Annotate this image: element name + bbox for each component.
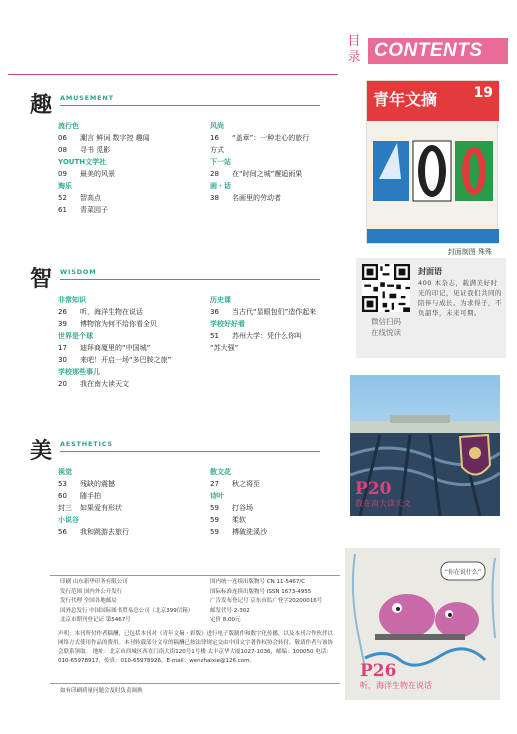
cover-note-title: 封面语 <box>418 267 442 276</box>
cover-masthead <box>367 81 499 121</box>
toc-category: YOUTH文学社 <box>58 158 107 166</box>
publishing-line: 印刷 山东新华印务有限公司 <box>60 579 128 585</box>
toc-entry[interactable] <box>210 330 316 342</box>
toc-title: 当古代“显眼包们”造作起来 <box>232 308 317 316</box>
toc-page-number: 60 <box>58 492 67 500</box>
toc-page-number: 53 <box>58 480 67 488</box>
publishing-info-right <box>210 578 322 626</box>
toc-category: 学校好好看 <box>210 320 245 328</box>
illus-page-number: P26 <box>360 661 397 681</box>
toc-title: 我和跳游去旅行 <box>80 528 129 536</box>
publishing-line: 国外总发行 中国国际图书贸易总公司（北京399信箱） <box>60 607 194 614</box>
toc-column-right <box>210 294 316 354</box>
toc-entry[interactable] <box>210 502 267 514</box>
toc-category: 风尚 <box>210 122 224 130</box>
toc-category: 诗叶 <box>210 492 224 500</box>
publishing-line: 北京市期刊登记证 第5467号 <box>60 617 131 623</box>
toc-title: 搏破洗溪沙 <box>232 528 267 536</box>
toc-title: 打谷场 <box>232 504 253 512</box>
section-english-title: AESTHETICS <box>60 440 113 448</box>
toc-page-number: 06 <box>58 134 67 142</box>
publishing-info <box>50 575 340 623</box>
toc-entry[interactable] <box>58 490 129 502</box>
section-rule <box>60 451 320 452</box>
toc-entry[interactable] <box>210 168 309 180</box>
section-char: 趣 <box>30 92 53 118</box>
toc-title: “盖章”：一种走心的旅行 <box>232 134 310 142</box>
toc-entry[interactable] <box>58 144 150 156</box>
toc-title: 听，海洋生物在说话 <box>80 308 143 316</box>
publishing-info-left <box>60 578 193 626</box>
toc-title: 迪拜商厦里的“中国城” <box>80 344 151 352</box>
toc-title-continued: “苏大强” <box>210 344 239 352</box>
quality-notice: 如有印刷质量问题会及时负责调换 <box>60 688 143 694</box>
cover-footer-bar <box>367 229 499 243</box>
toc-column-left <box>58 466 129 538</box>
toc-entry[interactable] <box>210 526 267 538</box>
photo-title: 我在南大读天文 <box>355 499 411 508</box>
toc-title: 秋之将至 <box>232 480 260 488</box>
speech-bubble-text: “你在说什么” <box>444 569 482 576</box>
copyright-declaration: 声明：本刊所付作者稿酬，已包括本刊对《青年文摘・彩版》进行电子版制作和数字化传播，以及本刊合作伙伴以网络方式使用作品的费用。本刊转载部分文章的稿酬已按法律规定交由中国文字著作权协会转付，敬请作者与该协会联系领取。 地址：北京市西城区西直门南大街120号1号楼 太丰京华大厦1027-1036，邮编：100050 电话：010-65978917，传真：010-65978926，E-mail：wenzhaixie@126.com。 <box>58 631 334 664</box>
qr-code[interactable] <box>362 264 410 312</box>
cover-issue: 19 <box>473 85 493 101</box>
toc-page-number: 20 <box>58 380 67 388</box>
cover-title: 青年文摘 <box>373 90 438 109</box>
toc-page-number: 08 <box>58 146 67 154</box>
toc-title: 青菜园子 <box>80 206 108 214</box>
toc-page-number: 38 <box>210 194 219 202</box>
toc-category: 画・话 <box>210 182 231 190</box>
toc-entry[interactable] <box>58 342 171 354</box>
toc-entry[interactable] <box>58 204 150 216</box>
toc-page-number: 59 <box>210 516 219 524</box>
toc-title: 随手拍 <box>80 492 101 500</box>
toc-title: 苏州大学：凭什么你叫 <box>232 332 302 340</box>
toc-entry[interactable] <box>58 318 171 330</box>
toc-page-number: 26 <box>58 308 67 316</box>
toc-title: 残缺的震撼 <box>80 480 115 488</box>
toc-entry[interactable] <box>58 354 171 366</box>
toc-page-number: 30 <box>58 356 67 364</box>
toc-page-number: 封三 <box>58 504 72 512</box>
toc-page-number: 39 <box>58 320 67 328</box>
header-rule <box>8 74 338 75</box>
section-english-title: AMUSEMENT <box>60 94 114 102</box>
toc-page-number: 36 <box>210 308 219 316</box>
toc-category: 历史课 <box>210 296 231 304</box>
section-char: 智 <box>30 266 53 292</box>
toc-page-number: 56 <box>58 528 67 536</box>
toc-entry[interactable] <box>58 192 150 204</box>
toc-category: 流行色 <box>58 122 79 130</box>
toc-category: 世界是个球 <box>58 332 93 340</box>
photo-page-number: P20 <box>355 479 392 499</box>
toc-page-number: 61 <box>58 206 67 214</box>
toc-title: 智高点 <box>80 194 101 202</box>
contents-header <box>0 34 517 76</box>
photo-caption <box>355 480 411 510</box>
section-rule <box>60 105 320 106</box>
toc-entry[interactable] <box>210 132 309 144</box>
toc-entry[interactable] <box>210 514 267 526</box>
toc-category: 非常知识 <box>58 296 86 304</box>
toc-entry[interactable] <box>58 168 150 180</box>
toc-entry[interactable] <box>58 502 129 514</box>
toc-title: 如果爱有形状 <box>80 504 122 512</box>
illus-title: 听，海洋生物在说话 <box>360 681 432 690</box>
toc-page-number: 09 <box>58 170 67 178</box>
toc-title: 在“时间之城”邂逅雨果 <box>232 170 303 178</box>
publishing-line: 广告发布登记号 京东市监广登字20200016号 <box>210 598 323 604</box>
section-char: 美 <box>30 438 53 464</box>
toc-title: 最美的风景 <box>80 170 115 178</box>
toc-title: 来吧！开启一场“多巴胺之旅” <box>80 356 172 364</box>
toc-page-number: 28 <box>210 170 219 178</box>
qr-block <box>356 258 506 358</box>
toc-title: 寻书 觅影 <box>80 146 111 154</box>
toc-column-left <box>58 294 171 390</box>
cover-caption: 封面制图 殊殊 <box>447 248 492 256</box>
toc-entry[interactable] <box>58 526 129 538</box>
toc-entry[interactable] <box>58 306 171 318</box>
illus-caption <box>360 662 432 692</box>
toc-title: 名画里的劳动者 <box>232 194 281 202</box>
publishing-line: 国内统一连续出版物号 CN 11-5467/C <box>210 579 306 585</box>
publishing-line: 国际标准连续出版物号 ISSN 1673-4955 <box>210 588 312 595</box>
toc-column-right <box>210 466 267 538</box>
toc-page-number: 16 <box>210 134 219 142</box>
section-rule <box>60 279 320 280</box>
mulu-label: 目录 <box>347 34 361 65</box>
toc-page-number: 52 <box>58 194 67 202</box>
footer-rule <box>50 683 340 684</box>
publishing-line: 发行范围 国内外公开发行 <box>60 588 123 595</box>
toc-category: 视觉 <box>58 468 72 476</box>
publishing-line: 发行代理 全国各地邮局 <box>60 598 117 604</box>
toc-entry[interactable] <box>58 378 171 390</box>
qr-caption: 微信扫码 在线悦读 <box>371 317 401 337</box>
toc-category: 淘乐 <box>58 182 72 190</box>
contents-title: CONTENTS <box>368 38 508 64</box>
magazine-cover[interactable] <box>366 80 498 244</box>
toc-title: 我在南大读天文 <box>80 380 129 388</box>
toc-entry[interactable] <box>210 306 316 318</box>
section-english-title: WISDOM <box>60 268 97 276</box>
publishing-line: 邮发代号 2-302 <box>210 607 250 614</box>
toc-title: 潮言 鲜词 数字控 趣闻 <box>80 134 150 142</box>
toc-page-number: 27 <box>210 480 219 488</box>
toc-page-number: 59 <box>210 504 219 512</box>
toc-category: 散文花 <box>210 468 231 476</box>
toc-category: 下一站 <box>210 158 231 166</box>
toc-column-right <box>210 120 309 204</box>
toc-category: 小说谷 <box>58 516 79 524</box>
toc-entry[interactable] <box>210 478 267 490</box>
toc-page-number: 51 <box>210 332 219 340</box>
cover-400-graphic <box>369 137 497 207</box>
toc-column-left <box>58 120 150 216</box>
toc-entry[interactable] <box>210 192 309 204</box>
cover-note-text: 400 本杂志，载满美好时光的印记，见证我们共同的陪伴与成长。为求得子，不负韶华，未来可期。 <box>418 279 502 317</box>
toc-entry[interactable] <box>58 478 129 490</box>
toc-title-continued: 方式 <box>210 146 224 154</box>
publishing-line: 定价 8.00元 <box>210 617 241 623</box>
toc-title: 柔软 <box>232 516 246 524</box>
toc-page-number: 59 <box>210 528 219 536</box>
toc-page-number: 17 <box>58 344 67 352</box>
toc-title: 博物馆为何不给你看全贝 <box>80 320 157 328</box>
toc-entry[interactable] <box>58 132 150 144</box>
toc-category: 学校那些事儿 <box>58 368 100 376</box>
